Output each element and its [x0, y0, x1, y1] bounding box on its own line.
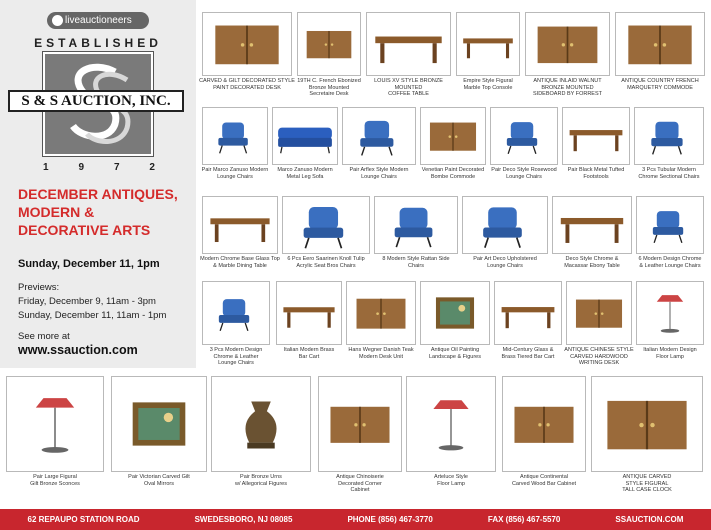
lot-photo[interactable]	[342, 107, 416, 165]
lot-photo[interactable]	[615, 12, 705, 76]
lot-caption-line: 3 Pcs Tubular Modern	[642, 167, 696, 173]
lot-caption	[498, 474, 590, 487]
lot-caption-line: Pair Arflex Style Modern	[349, 167, 409, 173]
lot-caption	[198, 78, 296, 91]
table-icon	[277, 282, 341, 344]
lot-photo[interactable]	[634, 107, 704, 165]
lot-caption-line: Pair Black Metal Tufted	[567, 167, 625, 173]
sale-title-line: DECEMBER ANTIQUES,	[18, 186, 178, 202]
lot-caption	[198, 167, 272, 180]
lot-caption-line: SIDEBOARD BY FORREST	[533, 91, 602, 97]
liveauctioneers-label: liveauctioneers	[65, 15, 132, 26]
lot-tile[interactable]	[462, 196, 548, 276]
lot-caption-line: Pair Bronze Urns	[240, 474, 282, 480]
cabinet-icon	[526, 13, 609, 75]
lot-caption-line: STYLE FIGURAL	[625, 480, 669, 487]
lot-caption-line: Carved Wood Bar Cabinet	[511, 480, 577, 487]
sale-info-panel	[0, 0, 196, 368]
table-icon	[457, 13, 519, 75]
see-more-label: See more at	[18, 331, 70, 342]
lamp-icon	[407, 377, 495, 471]
liveauctioneers-logo-icon	[52, 15, 63, 26]
lot-tile[interactable]	[634, 107, 704, 187]
lot-caption	[630, 167, 708, 180]
lot-tile[interactable]	[318, 376, 402, 494]
lot-caption-line: ANTIQUE CHINESE STYLE	[564, 347, 634, 353]
chair-icon	[203, 108, 267, 164]
lot-caption	[558, 167, 634, 180]
chair-icon	[635, 108, 703, 164]
lot-caption-line: Metal Leg Sofa	[286, 173, 324, 180]
lot-caption-line: Italian Modern Design	[643, 347, 697, 353]
lot-caption	[207, 474, 315, 487]
year-digit: 9	[78, 162, 85, 173]
lot-tile[interactable]	[490, 107, 558, 187]
lot-photo[interactable]	[420, 107, 486, 165]
lot-photo[interactable]	[566, 281, 632, 345]
lot-caption-line: 6 Modern Design Chrome	[638, 256, 702, 262]
lot-photo[interactable]	[406, 376, 496, 472]
sale-title-line: DECORATIVE ARTS	[18, 222, 151, 238]
lot-caption-line: Macassar Ebony Table	[564, 262, 620, 269]
lot-tile[interactable]	[456, 12, 520, 98]
lot-caption-line: WRITING DESK	[578, 360, 620, 366]
lot-caption-line: Marco Zanuso Modern	[277, 167, 333, 173]
lot-photo[interactable]	[202, 107, 268, 165]
lot-photo[interactable]	[562, 107, 630, 165]
lot-caption	[362, 78, 455, 98]
lot-caption	[272, 347, 346, 360]
table-icon	[367, 13, 450, 75]
lot-tile[interactable]	[202, 107, 268, 187]
lot-caption	[521, 78, 614, 98]
sale-title	[18, 185, 193, 239]
lot-caption	[402, 474, 500, 487]
lot-tile[interactable]	[374, 196, 458, 276]
chair-icon	[375, 197, 457, 253]
lot-caption-line: 3 Pcs Modern Design	[209, 347, 263, 353]
lot-caption-line: Brass Tiered Bar Cart	[501, 353, 555, 360]
lot-caption	[548, 256, 636, 269]
lot-caption-line: Lounge Chairs	[487, 262, 523, 269]
cabinet-icon	[503, 377, 585, 471]
lot-photo[interactable]	[211, 376, 311, 472]
table-icon	[553, 197, 631, 253]
lot-caption-line: 8 Modern Style Rattan Side	[382, 256, 450, 262]
footer-phone[interactable]: PHONE (856) 467-3770	[347, 515, 433, 524]
lot-caption	[416, 167, 490, 180]
previews-label: Previews:	[18, 282, 60, 293]
lot-caption-line: Modern Desk Unit	[358, 353, 404, 360]
lot-caption-line: Acrylic Seat Bros Chairs	[296, 262, 356, 269]
lot-tile[interactable]	[636, 196, 704, 276]
lot-caption-line: Floor Lamp	[656, 353, 684, 360]
lot-photo[interactable]	[374, 196, 458, 254]
lot-photo[interactable]	[494, 281, 562, 345]
lot-caption-line: Lounge Chairs	[218, 360, 254, 366]
lot-tile[interactable]	[202, 281, 270, 367]
cabinet-icon	[347, 282, 415, 344]
lot-photo[interactable]	[525, 12, 610, 76]
lot-caption-line: Pair Victorian Carved Gilt	[128, 474, 190, 480]
lot-caption	[632, 256, 708, 269]
lot-caption	[198, 347, 274, 367]
table-icon	[563, 108, 629, 164]
lot-caption-line: Chairs	[408, 262, 424, 269]
lot-tile[interactable]	[272, 107, 338, 187]
lot-photo[interactable]	[272, 107, 338, 165]
lot-caption-line: Lounge Chairs	[506, 173, 542, 180]
lot-photo[interactable]	[202, 196, 278, 254]
lot-caption-line: Empire Style Figural	[463, 78, 513, 84]
lot-caption	[490, 347, 566, 360]
lot-caption-line: Modern Chrome Base Glass Top	[200, 256, 280, 262]
lot-caption-line: Chrome Sectional Chairs	[638, 173, 700, 180]
cabinet-icon	[592, 377, 702, 471]
chair-icon	[203, 282, 269, 344]
lot-caption-line: Footstools	[583, 173, 609, 180]
lot-caption-line: Chrome & Leather	[213, 353, 259, 360]
chair-icon	[463, 197, 547, 253]
lot-caption	[198, 256, 282, 269]
chair-icon	[283, 197, 369, 253]
sale-date: Sunday, December 11, 1pm	[18, 258, 160, 270]
lot-caption	[293, 78, 365, 98]
lamp-icon	[7, 377, 103, 471]
lot-caption	[342, 347, 420, 360]
lot-tile[interactable]	[297, 12, 361, 98]
lot-tile[interactable]	[420, 107, 486, 187]
lot-caption	[370, 256, 462, 269]
contact-footer	[0, 509, 711, 530]
lot-caption	[632, 347, 708, 360]
lot-tile[interactable]	[6, 376, 104, 494]
lot-tile[interactable]	[525, 12, 610, 98]
lot-tile[interactable]	[591, 376, 703, 494]
lot-caption-line: Italian Modern Brass	[283, 347, 335, 353]
year-digit: 2	[149, 162, 155, 173]
lot-caption-line: Hans Wegner Danish Teak	[348, 347, 414, 353]
preview-time: Friday, December 9, 11am - 3pm	[18, 296, 156, 307]
lot-tile[interactable]	[420, 281, 490, 367]
lot-caption	[278, 256, 374, 269]
cabinet-icon	[203, 13, 291, 75]
lot-photo[interactable]	[591, 376, 703, 472]
lot-caption-line: 19TH C. French Ebonized	[297, 78, 361, 84]
lot-caption-line: LOUIS XV STYLE BRONZE MOUNTED	[374, 78, 443, 91]
lot-tile[interactable]	[346, 281, 416, 367]
lot-caption	[562, 347, 636, 367]
lot-caption-line: ANTIQUE INLAID WALNUT	[533, 78, 602, 84]
lot-caption-line: Secretaire Desk	[309, 91, 349, 97]
lot-caption-line: Bar Cart	[298, 353, 320, 360]
footer-website[interactable]: SSAUCTION.COM	[615, 515, 684, 524]
lot-caption	[611, 78, 709, 91]
lot-caption-line: & Marble Dining Table	[213, 262, 267, 269]
lot-photo[interactable]	[502, 376, 586, 472]
founding-year	[43, 162, 155, 173]
lot-caption-line: Lounge Chairs	[217, 173, 253, 180]
lot-caption-line: Pair Art Deco Upholstered	[473, 256, 537, 262]
lot-tile[interactable]	[282, 196, 370, 276]
sale-title-line: MODERN &	[18, 204, 95, 220]
lot-caption-line: Oval Mirrors	[144, 480, 174, 487]
lot-caption-line: COFFEE TABLE	[388, 91, 429, 97]
company-name: S & S AUCTION, INC.	[8, 90, 184, 112]
lot-tile[interactable]	[562, 107, 630, 187]
lamp-icon	[637, 282, 703, 344]
lot-caption-line: 6 Pcs Eero Saarinen Knoll Tulip	[287, 256, 365, 262]
lot-caption-line: & Leather Lounge Chairs	[639, 262, 701, 269]
lot-photo[interactable]	[6, 376, 104, 472]
chair-icon	[637, 197, 703, 253]
lot-caption-line: Floor Lamp	[437, 480, 465, 487]
footer-address: 62 REPAUPO STATION ROAD	[27, 515, 140, 524]
established-label: ESTABLISHED	[34, 36, 162, 50]
cabinet-icon	[567, 282, 631, 344]
lot-caption-line: Venetian Paint Decorated	[421, 167, 485, 173]
lot-caption	[452, 78, 524, 91]
lot-caption-line: Pair Deco Style Rosewood	[491, 167, 557, 173]
lot-tile[interactable]	[406, 376, 496, 494]
lot-caption-line: Antique Oil Painting	[430, 347, 480, 353]
lot-caption-line: CARVED HARDWOOD	[570, 353, 628, 360]
lot-caption-line: Pair Marco Zanuso Modern	[201, 167, 269, 173]
art-icon	[421, 282, 489, 344]
lot-caption-line: Decorated Corner	[338, 480, 382, 487]
lot-caption-line: Gilt Bronze Sconces	[30, 480, 80, 487]
chair-icon	[343, 108, 415, 164]
year-digit: 7	[113, 162, 120, 173]
lot-photo[interactable]	[346, 281, 416, 345]
lot-photo[interactable]	[366, 12, 451, 76]
lot-caption-line: MARQUETRY COMMODE	[627, 84, 693, 91]
lot-caption-line: BRONZE MOUNTED	[541, 84, 594, 91]
lot-caption-line: Lounge Chairs	[361, 173, 397, 180]
lot-caption-line: CARVED & GILT DECORATED STYLE	[199, 78, 295, 84]
lot-tile[interactable]	[211, 376, 311, 494]
lot-tile[interactable]	[111, 376, 207, 494]
lot-caption-line: Cabinet	[350, 487, 370, 493]
lot-caption	[458, 256, 552, 269]
sofa-icon	[273, 108, 337, 164]
lot-tile[interactable]	[636, 281, 704, 367]
lot-caption-line: TALL CASE CLOCK	[622, 487, 672, 493]
lot-tile[interactable]	[566, 281, 632, 367]
lot-photo[interactable]	[420, 281, 490, 345]
lot-photo[interactable]	[297, 12, 361, 76]
lot-caption-line: Arteluce Style	[434, 474, 468, 480]
chair-icon	[491, 108, 557, 164]
lot-caption-line: Bombe Commode	[430, 173, 476, 180]
lot-photo[interactable]	[636, 281, 704, 345]
lot-photo[interactable]	[111, 376, 207, 472]
lot-tile[interactable]	[366, 12, 451, 98]
lot-caption-line: Antique Chinoiserie	[336, 474, 384, 480]
cabinet-icon	[319, 377, 401, 471]
lot-photo[interactable]	[282, 196, 370, 254]
lot-caption-line: w/ Allegorical Figures	[235, 480, 287, 487]
lot-tile[interactable]	[615, 12, 705, 98]
lot-photo[interactable]	[636, 196, 704, 254]
lot-tile[interactable]	[276, 281, 342, 367]
lot-caption-line: Deco Style Chrome &	[565, 256, 619, 262]
lot-tile[interactable]	[342, 107, 416, 187]
lot-caption-line: PAINT DECORATED DESK	[213, 84, 281, 91]
lot-caption-line: Bronze Mounted	[308, 84, 350, 91]
lot-caption	[268, 167, 342, 180]
table-icon	[495, 282, 561, 344]
lot-caption-line: Antique Continental	[519, 474, 568, 480]
table-icon	[203, 197, 277, 253]
footer-fax: FAX (856) 467-5570	[487, 515, 561, 524]
liveauctioneers-badge[interactable]	[47, 12, 149, 29]
lot-caption	[416, 347, 494, 360]
cabinet-icon	[298, 13, 360, 75]
lot-photo[interactable]	[202, 12, 292, 76]
lot-photo[interactable]	[552, 196, 632, 254]
lot-caption-line: Marble Top Console	[463, 84, 513, 91]
lot-caption-line: Landscape & Figures	[429, 353, 481, 360]
year-digit: 1	[43, 162, 49, 173]
lot-caption-line: ANTIQUE CARVED	[622, 474, 672, 480]
lot-photo[interactable]	[202, 281, 270, 345]
lot-caption	[338, 167, 420, 180]
cabinet-icon	[421, 108, 485, 164]
lot-photo[interactable]	[318, 376, 402, 472]
preview-time: Sunday, December 11, 11am - 1pm	[18, 310, 167, 321]
lot-caption	[587, 474, 707, 494]
lot-tile[interactable]	[199, 12, 295, 98]
footer-city: SWEDESBORO, NJ 08085	[194, 515, 293, 524]
lot-tile[interactable]	[502, 376, 586, 494]
lot-caption	[2, 474, 108, 487]
lot-caption-line: ANTIQUE COUNTRY FRENCH	[621, 78, 699, 84]
lot-caption	[107, 474, 211, 487]
lot-tile[interactable]	[202, 196, 278, 276]
art-icon	[112, 377, 206, 471]
lot-tile[interactable]	[552, 196, 632, 276]
vase-icon	[212, 377, 310, 471]
lot-photo[interactable]	[490, 107, 558, 165]
lot-photo[interactable]	[462, 196, 548, 254]
lot-caption	[486, 167, 562, 180]
lot-photo[interactable]	[276, 281, 342, 345]
lot-photo[interactable]	[456, 12, 520, 76]
cabinet-icon	[616, 13, 704, 75]
lot-caption-line: Mid-Century Glass &	[502, 347, 554, 353]
lot-caption-line: Pair Large Figural	[33, 474, 77, 480]
lot-tile[interactable]	[494, 281, 562, 367]
website-link[interactable]: www.ssauction.com	[18, 343, 138, 357]
lot-caption	[314, 474, 406, 494]
